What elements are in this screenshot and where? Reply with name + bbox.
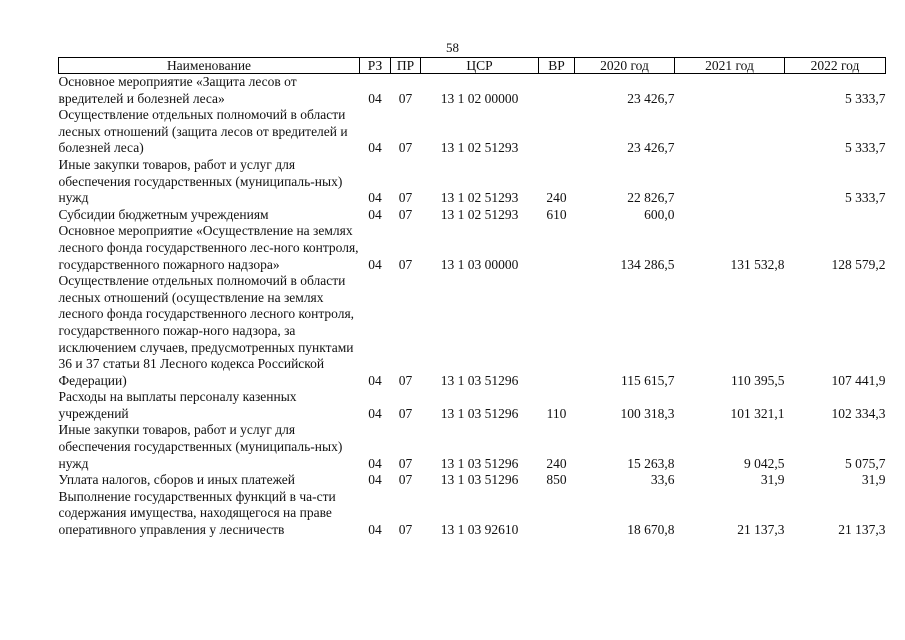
- table-row: [59, 472, 886, 489]
- row-2022: 21 137,3: [838, 522, 886, 538]
- row-csr: 13 1 02 51293: [440, 140, 519, 156]
- row-2020: 115 615,7: [621, 372, 675, 388]
- row-2020: 23 426,7: [627, 90, 675, 106]
- row-2021: [675, 207, 785, 224]
- table-row: [59, 207, 886, 224]
- row-2021: 9 042,5: [744, 455, 785, 471]
- row-pr: 07: [398, 190, 413, 206]
- row-rz: 04: [368, 405, 382, 421]
- row-rz: 04: [368, 522, 382, 538]
- row-2020: 600,0: [644, 206, 675, 222]
- row-vr: [539, 107, 575, 157]
- table-row: [59, 223, 886, 273]
- row-csr: 13 1 03 92610: [440, 522, 519, 538]
- row-name: Основное мероприятие «Осуществление на землях лесного фонда государственного лес-ного контроля, государственного пожарного надзора»: [58, 223, 359, 272]
- page-number: 58: [446, 40, 459, 55]
- row-rz: 04: [368, 372, 382, 388]
- header-2022: 2022 год: [785, 58, 886, 74]
- row-2020: 22 826,7: [627, 190, 675, 206]
- row-vr: [539, 489, 575, 539]
- header-2020: 2020 год: [575, 58, 675, 74]
- row-2021: [675, 74, 785, 108]
- row-csr: 13 1 02 00000: [440, 90, 519, 106]
- row-vr: [539, 273, 575, 389]
- row-2022: 5 333,7: [845, 140, 886, 156]
- row-2022: [785, 207, 886, 224]
- row-csr: 13 1 03 00000: [440, 256, 519, 272]
- row-2022: 102 334,3: [831, 405, 886, 421]
- row-name: Осуществление отдельных полномочий в области лесных отношений (защита лесов от вредителей и болезней леса): [58, 107, 348, 156]
- row-csr: 13 1 03 51296: [440, 372, 519, 388]
- row-pr: 07: [398, 455, 413, 471]
- row-2020: 33,6: [650, 472, 675, 488]
- row-pr: 07: [398, 522, 413, 538]
- table-row: [59, 422, 886, 472]
- row-2021: 21 137,3: [737, 522, 785, 538]
- row-name: Осуществление отдельных полномочий в области лесных отношений (осуществление на землях лесного фонда государственного лесного контроля, государственного пожар-ного надзора, за исключением случаев, предусмотренных пунктами 36 и 37 статьи 81 Лесного кодекса Российской Федерации): [58, 273, 355, 388]
- row-rz: 04: [368, 472, 382, 488]
- row-2021: [675, 157, 785, 207]
- row-pr: 07: [398, 472, 413, 488]
- row-rz: 04: [368, 256, 382, 272]
- row-2022: 31,9: [861, 472, 886, 488]
- row-2021: 101 321,1: [730, 405, 785, 421]
- row-vr: 240: [546, 190, 567, 206]
- row-2022: 107 441,9: [831, 372, 886, 388]
- header-vr: ВР: [539, 58, 575, 74]
- row-pr: 07: [398, 256, 413, 272]
- table-header-row: [59, 58, 886, 74]
- row-name: Основное мероприятие «Защита лесов от вредителей и болезней леса»: [58, 74, 297, 106]
- row-name: Иные закупки товаров, работ и услуг для обеспечения государственных (муниципаль-ных) нужд: [58, 156, 343, 206]
- row-name: Выполнение государственных функций в ча-сти содержания имущества, находящегося на праве оперативного управления у лесничеств: [58, 488, 336, 538]
- header-pr: ПР: [391, 58, 421, 74]
- row-2020: 100 318,3: [620, 405, 675, 421]
- row-2020: 15 263,8: [627, 455, 675, 471]
- row-2021: 131 532,8: [730, 256, 785, 272]
- row-vr: [539, 223, 575, 273]
- row-pr: 07: [398, 372, 413, 388]
- header-2021: 2021 год: [675, 58, 785, 74]
- row-2020: 23 426,7: [627, 140, 675, 156]
- table-row: [59, 107, 886, 157]
- row-csr: 13 1 03 51296: [440, 405, 519, 421]
- row-name: Иные закупки товаров, работ и услуг для обеспечения государственных (муниципаль-ных) нужд: [58, 422, 343, 471]
- header-csr: ЦСР: [421, 58, 539, 74]
- row-name: Уплата налогов, сборов и иных платежей: [58, 472, 295, 488]
- row-2022: 5 333,7: [845, 90, 886, 106]
- row-2020: 18 670,8: [627, 522, 675, 538]
- row-pr: 07: [398, 140, 413, 156]
- table-row: [59, 273, 886, 389]
- row-2021: 110 395,5: [731, 372, 785, 388]
- row-pr: 07: [398, 405, 413, 421]
- row-name: Субсидии бюджетным учреждениям: [58, 206, 269, 222]
- table-row: [59, 157, 886, 207]
- row-vr: 110: [546, 405, 567, 421]
- row-vr: 610: [546, 206, 567, 222]
- row-csr: 13 1 03 51296: [440, 472, 519, 488]
- row-csr: 13 1 02 51293: [440, 190, 519, 206]
- row-2022: 5 333,7: [845, 190, 886, 206]
- table-row: [59, 74, 886, 108]
- row-vr: [539, 74, 575, 108]
- row-csr: 13 1 02 51293: [440, 206, 519, 222]
- row-2021: [675, 107, 785, 157]
- row-2022: 128 579,2: [831, 256, 886, 272]
- row-name: Расходы на выплаты персоналу казенных учреждений: [58, 389, 297, 421]
- row-rz: 04: [368, 206, 382, 222]
- row-pr: 07: [398, 90, 413, 106]
- row-rz: 04: [368, 455, 382, 471]
- header-rz: РЗ: [360, 58, 391, 74]
- row-2021: 31,9: [760, 472, 785, 488]
- budget-table: [58, 57, 886, 539]
- row-vr: 240: [546, 455, 567, 471]
- row-pr: 07: [398, 206, 413, 222]
- row-rz: 04: [368, 190, 382, 206]
- row-2020: 134 286,5: [620, 256, 675, 272]
- table-row: [59, 389, 886, 422]
- table-row: [59, 489, 886, 539]
- header-name: Наименование: [59, 58, 360, 74]
- row-csr: 13 1 03 51296: [440, 455, 519, 471]
- row-rz: 04: [368, 140, 382, 156]
- row-vr: 850: [546, 472, 567, 488]
- row-rz: 04: [368, 90, 382, 106]
- row-2022: 5 075,7: [845, 455, 886, 471]
